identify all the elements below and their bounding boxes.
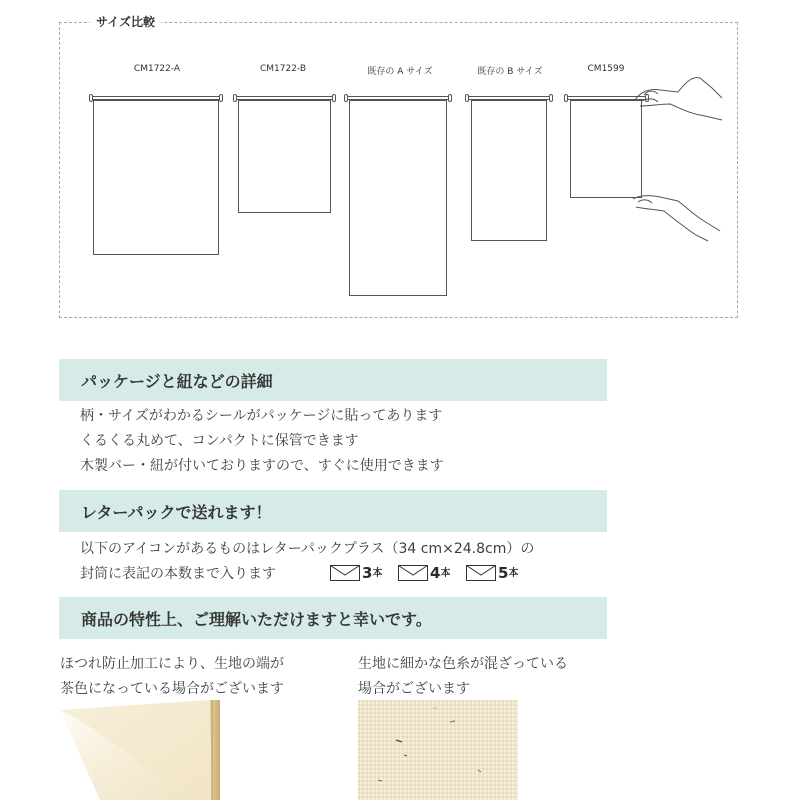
product-label-cm1599: CM1599	[587, 64, 625, 74]
tapestry-outline	[471, 100, 547, 241]
letterpack-line: 封筒に表記の本数まで入ります	[80, 566, 276, 582]
fabric-texture-photo	[358, 700, 518, 800]
tapestry-outline	[349, 100, 447, 296]
letterpack-count-4	[398, 565, 450, 581]
section-header-notice	[59, 597, 607, 639]
section-title: 商品の特性上、ご理解いただけますと幸いです。	[81, 610, 432, 629]
count-number: 5	[498, 564, 509, 582]
envelope-icon	[398, 565, 428, 581]
count-number: 3	[362, 564, 373, 582]
product-label-cm1722b: CM1722-B	[259, 64, 307, 74]
letterpack-line: 以下のアイコンがあるものはレターパックプラス（34 cm×24.8cm）の	[80, 541, 535, 557]
tapestry-outline	[238, 100, 331, 213]
size-comparison-title: サイズ比較	[90, 13, 161, 30]
product-label-existing-b: 既存の B サイズ	[477, 67, 543, 77]
detail-line: くるくる丸めて、コンパクトに保管できます	[80, 433, 359, 449]
detail-line: 柄・サイズがわかるシールがパッケージに貼ってあります	[80, 408, 443, 424]
count-unit: 本	[372, 568, 383, 579]
note-text: ほつれ防止加工により、生地の端が	[60, 656, 284, 672]
hand-icon	[630, 70, 725, 130]
tapestry-outline	[93, 100, 219, 255]
hand-icon	[628, 185, 723, 245]
envelope-icon	[330, 565, 360, 581]
product-label-cm1722a: CM1722-A	[133, 64, 181, 74]
note-text: 茶色になっている場合がございます	[60, 681, 284, 697]
letterpack-count-3	[330, 565, 382, 581]
detail-line: 木製バー・紐が付いておりますので、すぐに使用できます	[80, 458, 444, 474]
section-title: パッケージと紐などの詳細	[81, 372, 273, 391]
section-title: レターパックで送れます！	[81, 503, 272, 522]
product-label-existing-a: 既存の A サイズ	[367, 67, 433, 77]
note-text: 場合がございます	[358, 681, 470, 697]
count-number: 4	[430, 564, 441, 582]
note-text: 生地に細かな色糸が混ざっている	[358, 656, 568, 672]
section-header-package	[59, 359, 607, 401]
envelope-icon	[466, 565, 496, 581]
count-unit: 本	[440, 568, 451, 579]
letterpack-count-5	[466, 565, 518, 581]
fabric-edge-photo	[60, 700, 220, 800]
section-header-letterpack	[59, 490, 607, 532]
count-unit: 本	[508, 568, 519, 579]
